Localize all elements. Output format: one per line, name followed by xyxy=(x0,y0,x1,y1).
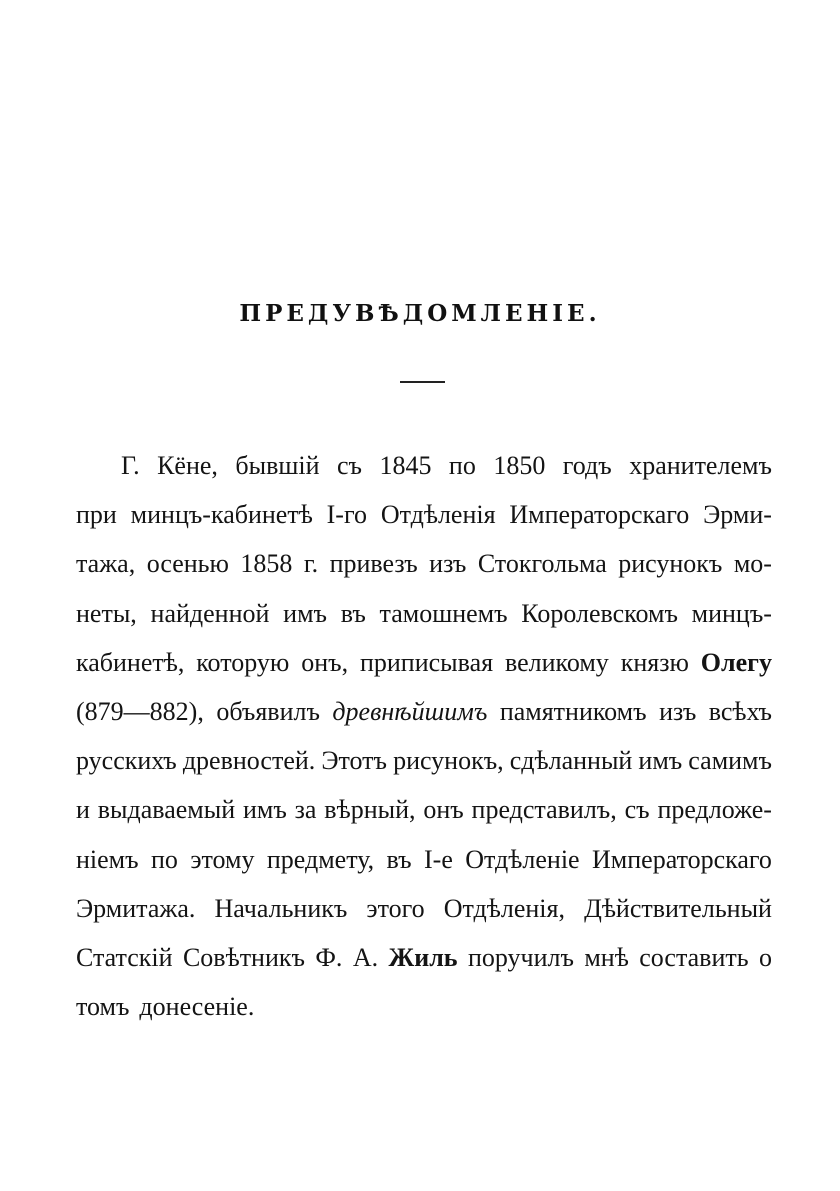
word: мнѣ xyxy=(584,942,629,972)
word: составить xyxy=(639,942,749,972)
word: Королевскомъ xyxy=(521,598,678,628)
word: Эрмитажа. xyxy=(76,893,196,923)
word: рисунокъ xyxy=(618,549,723,579)
word: которую xyxy=(196,647,290,677)
word: предложе- xyxy=(657,795,772,825)
text-line xyxy=(76,594,772,643)
word: тамошнемъ xyxy=(379,598,508,628)
word: найденной xyxy=(150,598,270,628)
word: съ xyxy=(624,795,650,825)
word: имъ xyxy=(638,746,683,776)
text-line xyxy=(76,643,772,692)
word: сдѣланный xyxy=(509,746,633,776)
word: Кёне, xyxy=(157,451,218,480)
word: всѣхъ xyxy=(708,696,772,726)
word: г. xyxy=(303,549,319,579)
text-line xyxy=(76,790,772,839)
text-line xyxy=(76,987,772,1036)
word: (879—882), xyxy=(76,696,204,726)
word: Отдѣленія, xyxy=(443,893,565,923)
word: ніемъ xyxy=(76,844,139,874)
word: кабинетѣ, xyxy=(76,647,185,677)
word: князю xyxy=(620,647,689,677)
word: томъ xyxy=(76,992,130,1022)
text-line xyxy=(76,495,772,544)
word: вѣрный, xyxy=(324,795,416,825)
word: мо- xyxy=(733,549,772,579)
word: Олегу xyxy=(700,647,772,677)
word: выдаваемый xyxy=(97,795,236,825)
word: и xyxy=(76,795,90,825)
word: осенью xyxy=(146,549,229,579)
word: русскихъ xyxy=(76,746,177,776)
word: Стокгольма xyxy=(477,549,607,579)
word: 1850 xyxy=(493,451,546,480)
word: представилъ, xyxy=(471,795,617,825)
word: Статскій xyxy=(76,942,173,972)
word: по xyxy=(448,451,476,480)
word: Дѣйствительный xyxy=(584,893,772,923)
preface-paragraph xyxy=(76,446,772,1036)
text-line xyxy=(76,741,772,790)
word: въ xyxy=(340,598,366,628)
text-line xyxy=(76,938,772,987)
word: поручилъ xyxy=(467,942,574,972)
word: 1845 xyxy=(379,451,432,480)
word: при xyxy=(76,500,117,530)
word: А. xyxy=(352,942,379,972)
word: этому xyxy=(190,844,255,874)
word: годъ xyxy=(562,451,612,480)
word: минцъ-кабинетѣ xyxy=(130,500,313,530)
word: онъ xyxy=(423,795,464,825)
word: хранителемъ xyxy=(629,451,772,480)
text-line xyxy=(76,692,772,741)
text-line xyxy=(76,544,772,593)
word: этого xyxy=(366,893,425,923)
word: тажа, xyxy=(76,549,136,579)
word: древнѣйшимъ xyxy=(332,696,488,726)
word: имъ xyxy=(283,598,327,628)
word: онъ, xyxy=(301,647,349,677)
word: Ф. xyxy=(315,942,343,972)
word: Отдѣленія xyxy=(380,500,496,530)
word: 1858 xyxy=(240,549,293,579)
word: о xyxy=(759,942,772,972)
word: по xyxy=(150,844,178,874)
word: Начальникъ xyxy=(214,893,348,923)
word: предмету, xyxy=(266,844,375,874)
word: съ xyxy=(337,451,362,480)
word: изъ xyxy=(429,549,467,579)
word: великому xyxy=(504,647,609,677)
word: Жиль xyxy=(388,942,458,972)
word: изъ xyxy=(659,696,697,726)
word: Этотъ xyxy=(321,746,387,776)
word: I-го xyxy=(326,500,367,530)
word: древностей. xyxy=(182,746,316,776)
word: приписывая xyxy=(359,647,494,677)
word: Эрми- xyxy=(703,500,772,530)
heading-divider xyxy=(400,381,445,383)
text-line xyxy=(76,889,772,938)
word: неты, xyxy=(76,598,137,628)
word: за xyxy=(294,795,317,825)
word: въ xyxy=(386,844,412,874)
word: рисунокъ, xyxy=(393,746,504,776)
word: привезъ xyxy=(329,549,418,579)
word: Совѣтникъ xyxy=(182,942,305,972)
word: Г. xyxy=(121,451,140,480)
word: бывшій xyxy=(235,451,320,480)
word: имъ xyxy=(242,795,287,825)
text-line xyxy=(76,840,772,889)
word: объявилъ xyxy=(216,696,320,726)
word: Императорскаго xyxy=(592,844,772,874)
section-heading: ПРЕДУВѢДОМЛЕНІЕ. xyxy=(239,300,601,327)
word: Отдѣленіе xyxy=(465,844,580,874)
word: донесеніе. xyxy=(139,992,255,1022)
word: памятникомъ xyxy=(499,696,647,726)
word: минцъ- xyxy=(691,598,772,628)
word: I-е xyxy=(424,844,453,874)
text-line xyxy=(76,446,772,495)
word: Императорскаго xyxy=(509,500,690,530)
word: самимъ xyxy=(688,746,772,776)
